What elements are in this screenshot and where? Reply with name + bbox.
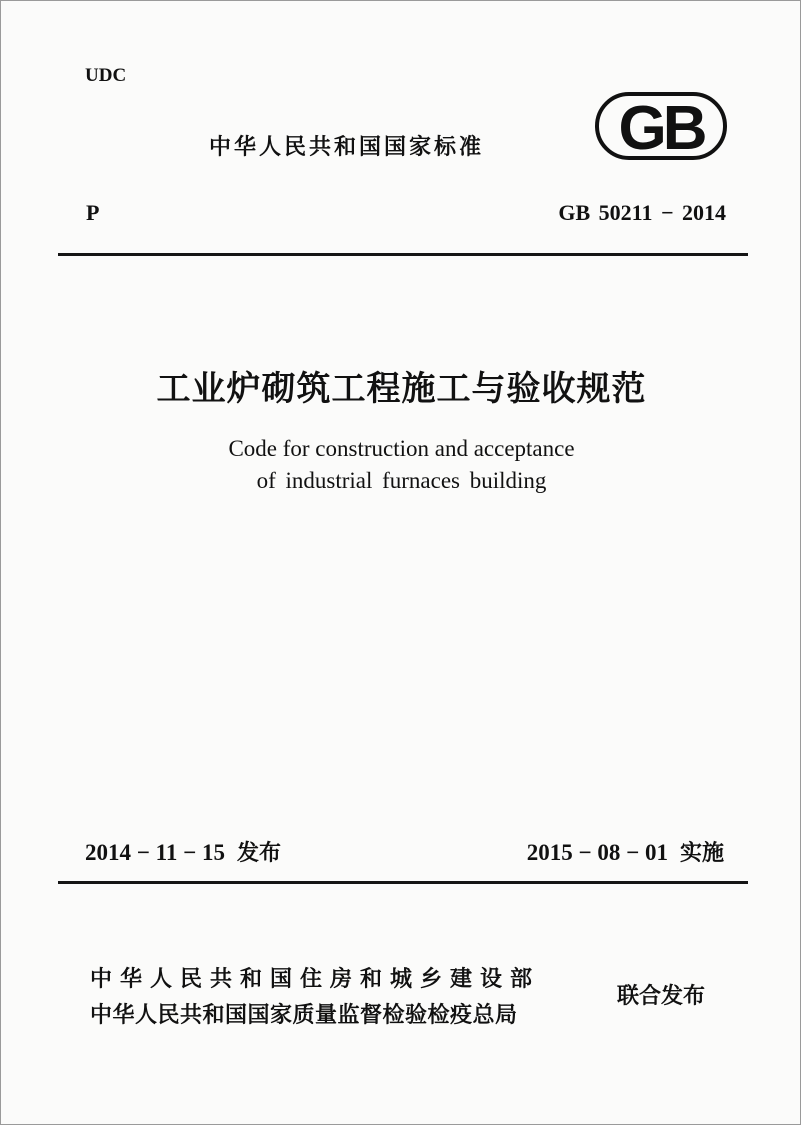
issue-label: 发布 [236, 841, 281, 866]
gb-logo-icon [595, 91, 727, 161]
publisher-aqsiq: 中华人民共和国国家质量监督检验检疫总局 [90, 1003, 518, 1028]
title-english-line-2: of industrial furnaces building [256, 468, 547, 493]
title-english-line-1: Code for construction and acceptance [228, 436, 575, 461]
publisher-ministry: 中华人民共和国住房和城乡建设部 [90, 967, 541, 992]
issue-date: 2014 − 11 − 15 [85, 840, 225, 865]
joint-release-label: 联合发布 [617, 984, 706, 1009]
udc-label: UDC [85, 65, 127, 86]
header-divider [58, 253, 748, 256]
standard-number: GB 50211 − 2014 [558, 200, 726, 225]
implement-date-block [527, 836, 724, 867]
svg-text:GB: GB [618, 94, 704, 161]
title-chinese: 工业炉砌筑工程施工与验收规范 [156, 369, 647, 409]
implement-label: 实施 [679, 841, 724, 866]
footer-divider [58, 881, 748, 884]
category-code: P [86, 200, 100, 225]
issue-date-block [85, 836, 281, 867]
standard-type-heading: 中华人民共和国国家标准 [209, 135, 485, 160]
implement-date: 2015 − 08 − 01 [526, 840, 668, 865]
